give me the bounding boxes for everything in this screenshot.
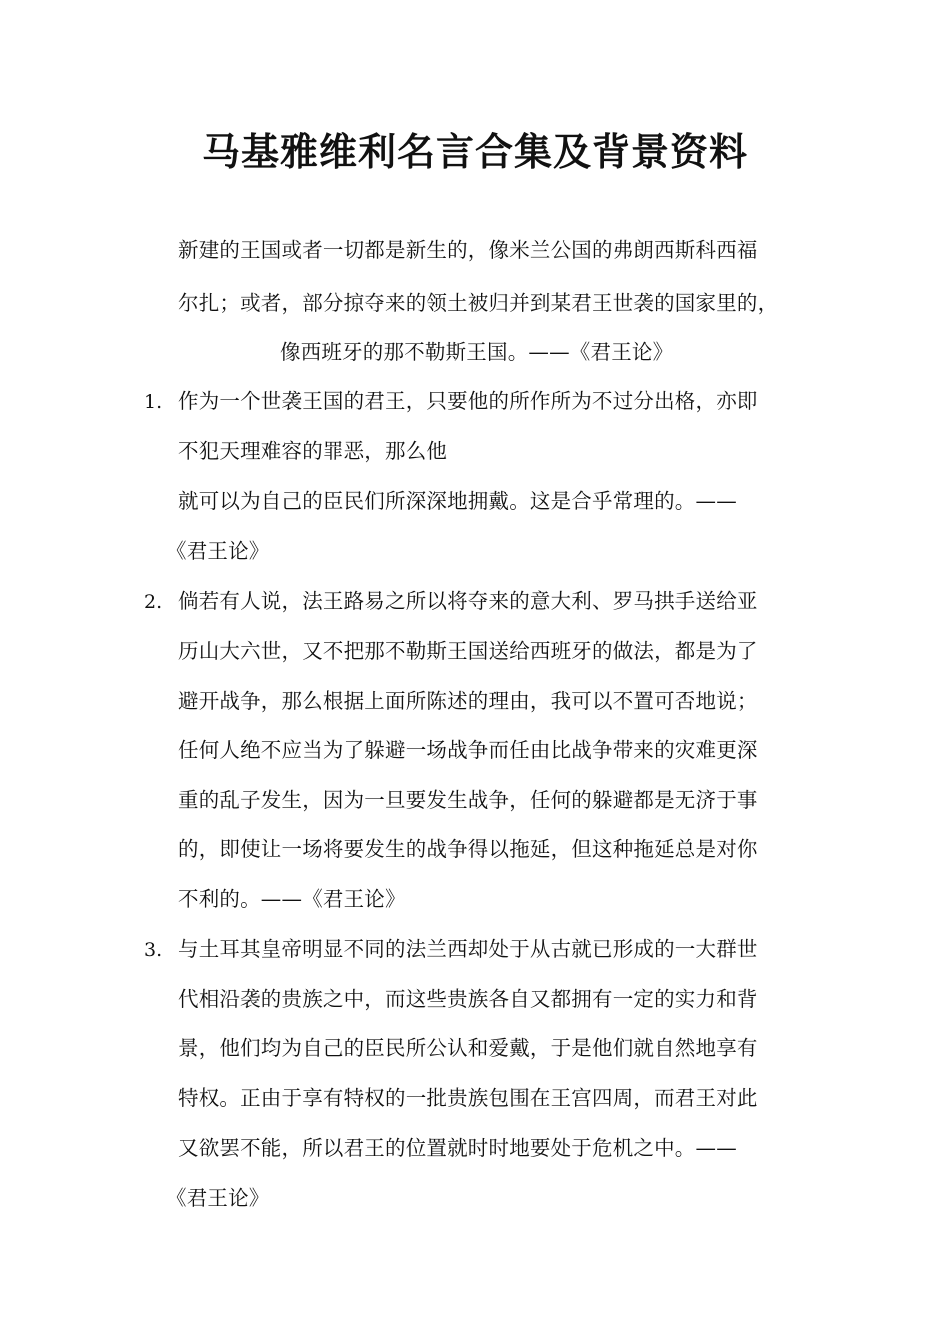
list-item-line: 避开战争，那么根据上面所陈述的理由，我可以不置可否地说；	[178, 689, 758, 713]
list-item-line: 作为一个世袭王国的君王，只要他的所作所为不过分出格，亦即	[178, 389, 758, 413]
list-item-line: 《君王论》	[166, 539, 270, 563]
document-title: 马基雅维利名言合集及背景资料	[201, 129, 748, 174]
list-item-line: 景，他们均为自己的臣民所公认和爱戴，于是他们就自然地享有	[178, 1036, 758, 1060]
list-item-number: 1.	[144, 391, 163, 413]
list-item-line: 重的乱子发生，因为一旦要发生战争，任何的躲避都是无济于事	[178, 788, 758, 812]
list-item-line: 与土耳其皇帝明显不同的法兰西却处于从古就已形成的一大群世	[178, 937, 758, 961]
list-item-line: 又欲罢不能，所以君王的位置就时时地要处于危机之中。——	[178, 1136, 737, 1160]
list-item-line: 特权。正由于享有特权的一批贵族包围在王宫四周，而君王对此	[178, 1086, 758, 1110]
list-item-line: 历山大六世，又不把那不勒斯王国送给西班牙的做法，都是为了	[178, 639, 758, 663]
list-item-line: 不犯天理难容的罪恶，那么他	[178, 439, 448, 463]
intro-line: 尔扎；或者，部分掠夺来的领土被归并到某君王世袭的国家里的，	[178, 291, 779, 315]
intro-line: 新建的王国或者一切都是新生的，像米兰公国的弗朗西斯科西福	[178, 238, 758, 262]
list-item-line: 任何人绝不应当为了躲避一场战争而任由比战争带来的灾难更深	[178, 738, 758, 762]
list-item-line: 《君王论》	[166, 1186, 270, 1210]
intro-line: 像西班牙的那不勒斯王国。——《君王论》	[280, 340, 674, 364]
list-item-number: 3.	[144, 939, 163, 961]
list-item-line: 就可以为自己的臣民们所深深地拥戴。这是合乎常理的。——	[178, 489, 737, 513]
list-item-line: 不利的。——《君王论》	[178, 887, 406, 911]
list-item-line: 的，即使让一场将要发生的战争得以拖延，但这种拖延总是对你	[178, 837, 758, 861]
list-item-number: 2.	[144, 591, 163, 613]
list-item-line: 代相沿袭的贵族之中，而这些贵族各自又都拥有一定的实力和背	[178, 987, 758, 1011]
list-item-line: 倘若有人说，法王路易之所以将夺来的意大利、罗马拱手送给亚	[178, 589, 758, 613]
